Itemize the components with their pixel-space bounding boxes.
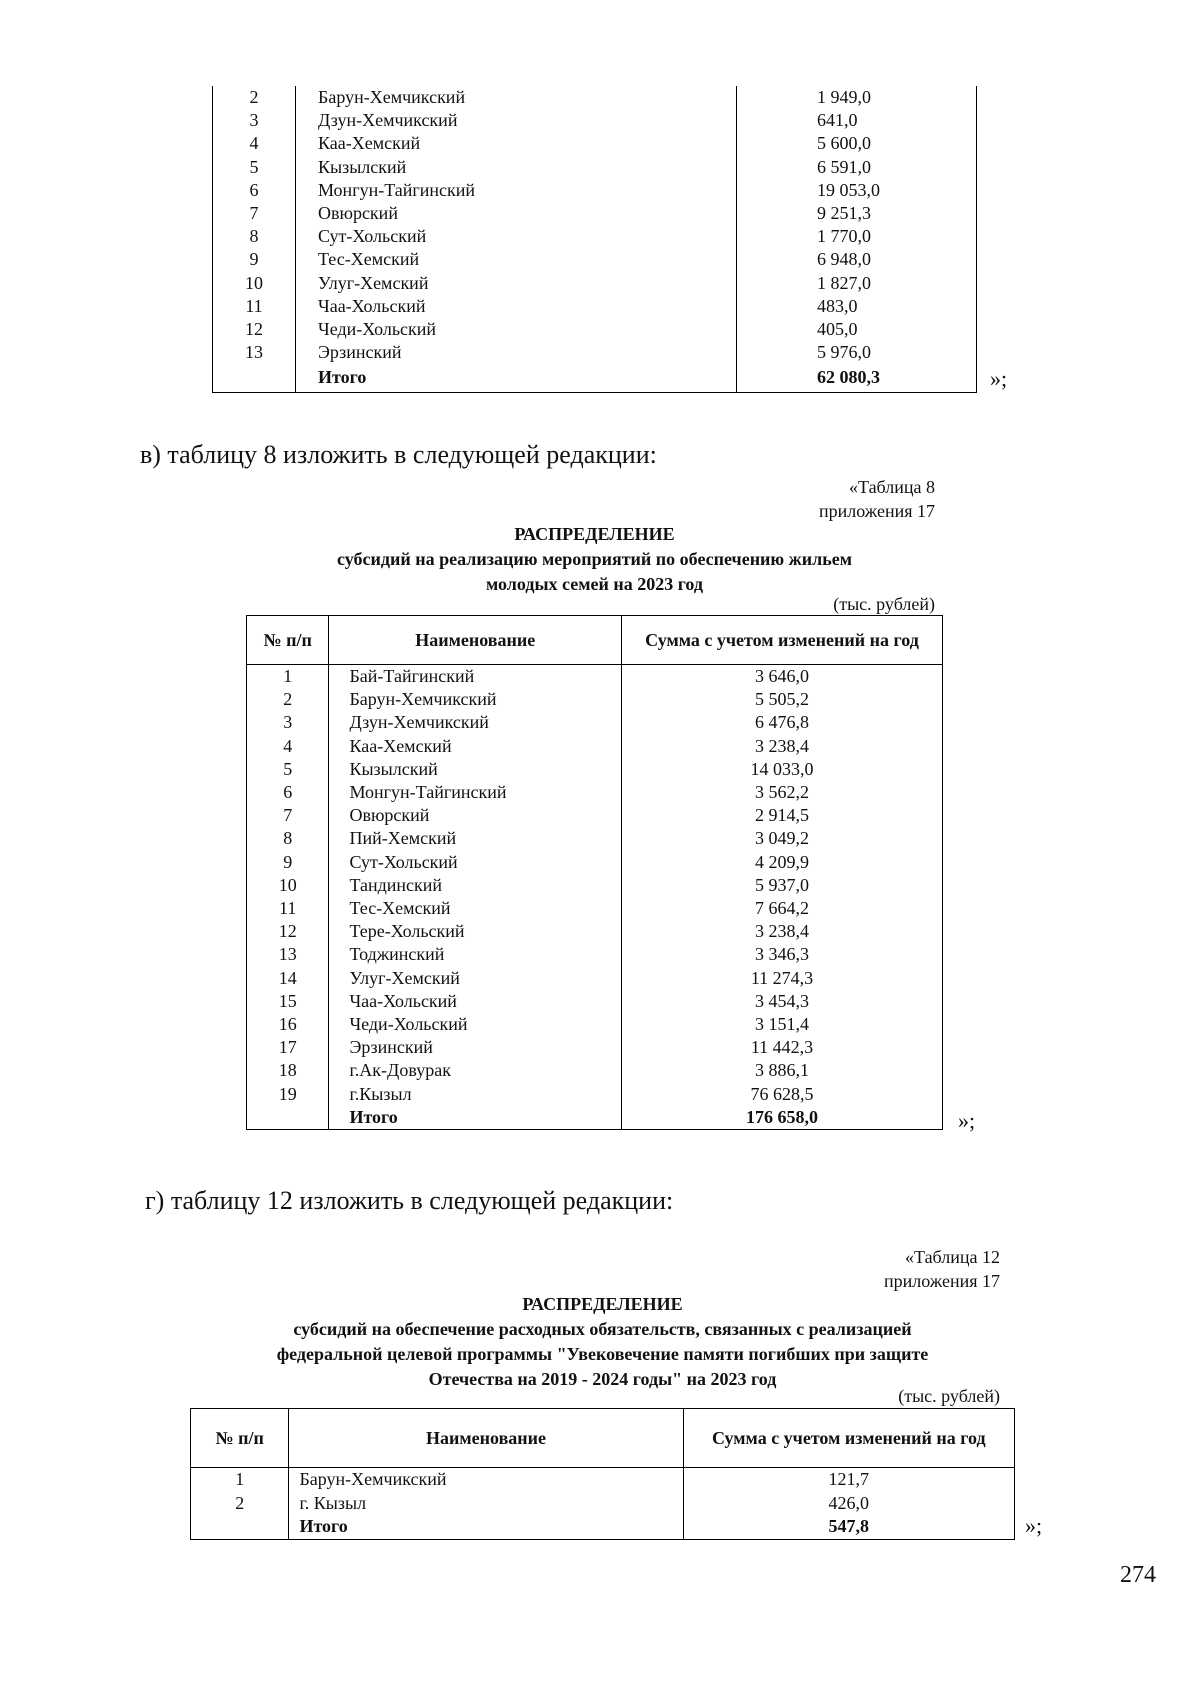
row-value: 3 238,4: [621, 920, 942, 943]
row-number: 3: [247, 711, 329, 734]
row-value: 5 505,2: [621, 688, 942, 711]
row-number: 3: [213, 109, 296, 132]
table-row: [247, 1013, 943, 1036]
table-row: [247, 990, 943, 1013]
table-row: [247, 874, 943, 897]
table-row: [247, 1083, 943, 1106]
section-c-unit: (тыс. рублей): [898, 1386, 1000, 1406]
row-name: Монгун-Тайгинский: [329, 781, 622, 804]
row-value: 3 562,2: [621, 781, 942, 804]
row-name: Барун-Хемчикский: [296, 86, 737, 109]
table-row: [213, 109, 977, 132]
row-name: г.Кызыл: [329, 1083, 622, 1106]
section-b-table-ref-line2: приложения 17: [818, 501, 935, 521]
row-value: 3 238,4: [621, 735, 942, 758]
total-label: Итого: [289, 1515, 683, 1539]
table-row: [247, 943, 943, 966]
table-row: [213, 156, 977, 179]
row-name: Сут-Хольский: [329, 851, 622, 874]
row-name: Барун-Хемчикский: [329, 688, 622, 711]
section-c-paragraph: г) таблицу 12 изложить в следующей редакции:: [145, 1186, 674, 1215]
table-row: [247, 665, 943, 689]
table-row: [247, 1059, 943, 1082]
row-value: 1 770,0: [737, 225, 977, 248]
table-row: [247, 735, 943, 758]
table-row: [213, 295, 977, 318]
table-b-header-name: Наименование: [329, 616, 622, 665]
table-row: [213, 341, 977, 364]
total-empty-cell: [213, 364, 296, 392]
row-value: 3 886,1: [621, 1059, 942, 1082]
table-row: [213, 225, 977, 248]
total-row: [191, 1515, 1015, 1539]
row-number: 10: [213, 272, 296, 295]
row-name: Овюрский: [296, 202, 737, 225]
total-label: Итого: [329, 1106, 622, 1130]
row-name: Улуг-Хемский: [329, 967, 622, 990]
row-name: Бай-Тайгинский: [329, 665, 622, 689]
row-value: 5 600,0: [737, 132, 977, 155]
total-value: 62 080,3: [737, 364, 977, 392]
table-row: [247, 897, 943, 920]
row-name: Тере-Хольский: [329, 920, 622, 943]
row-value: 19 053,0: [737, 179, 977, 202]
row-value: 14 033,0: [621, 758, 942, 781]
row-number: 11: [213, 295, 296, 318]
table-b-closer: »;: [958, 1108, 976, 1133]
table-row: [213, 272, 977, 295]
section-c-table-ref: [884, 1245, 1000, 1293]
row-name: Каа-Хемский: [296, 132, 737, 155]
row-value: 76 628,5: [621, 1083, 942, 1106]
row-number: 6: [213, 179, 296, 202]
row-name: Чаа-Хольский: [296, 295, 737, 318]
total-row: [213, 364, 977, 392]
row-number: 7: [247, 804, 329, 827]
row-number: 2: [213, 86, 296, 109]
row-value: 1 827,0: [737, 272, 977, 295]
table-row: [247, 781, 943, 804]
table-c-header-n: № п/п: [191, 1409, 289, 1468]
row-number: 10: [247, 874, 329, 897]
section-b-paragraph: в) таблицу 8 изложить в следующей редакции:: [140, 440, 657, 469]
row-number: 9: [247, 851, 329, 874]
row-value: 6 948,0: [737, 248, 977, 271]
row-value: 5 976,0: [737, 341, 977, 364]
row-value: 121,7: [683, 1468, 1014, 1492]
row-number: 11: [247, 897, 329, 920]
row-value: 3 454,3: [621, 990, 942, 1013]
row-number: 9: [213, 248, 296, 271]
table-row: [247, 1036, 943, 1059]
section-b-title: [246, 522, 943, 597]
row-number: 15: [247, 990, 329, 1013]
table-a-closer: »;: [990, 366, 1008, 391]
row-name: Сут-Хольский: [296, 225, 737, 248]
table-row: [247, 758, 943, 781]
table-c-header-name: Наименование: [289, 1409, 683, 1468]
row-value: 483,0: [737, 295, 977, 318]
row-number: 4: [247, 735, 329, 758]
table-row: [213, 318, 977, 341]
table-row: [213, 132, 977, 155]
row-number: 1: [247, 665, 329, 689]
row-number: 2: [247, 688, 329, 711]
row-name: г. Кызыл: [289, 1492, 683, 1516]
table-row: [247, 804, 943, 827]
total-empty-cell: [247, 1106, 329, 1130]
total-row: [247, 1106, 943, 1130]
row-name: Тес-Хемский: [296, 248, 737, 271]
table-row: [247, 688, 943, 711]
row-number: 5: [247, 758, 329, 781]
row-name: Чаа-Хольский: [329, 990, 622, 1013]
row-name: Кызылский: [296, 156, 737, 179]
row-value: 641,0: [737, 109, 977, 132]
row-value: 11 442,3: [621, 1036, 942, 1059]
row-number: 16: [247, 1013, 329, 1036]
row-name: Дзун-Хемчикский: [296, 109, 737, 132]
row-number: 17: [247, 1036, 329, 1059]
table-a: [212, 86, 977, 393]
section-c-table-ref-line2: приложения 17: [883, 1271, 1000, 1291]
row-number: 13: [213, 341, 296, 364]
row-number: 6: [247, 781, 329, 804]
table-c: [190, 1408, 1015, 1540]
row-name: Монгун-Тайгинский: [296, 179, 737, 202]
table-row: [247, 967, 943, 990]
table-c-closer: »;: [1025, 1513, 1043, 1538]
section-b-unit: (тыс. рублей): [833, 594, 935, 614]
row-name: г.Ак-Довурак: [329, 1059, 622, 1082]
table-row: [213, 179, 977, 202]
row-number: 5: [213, 156, 296, 179]
row-name: Каа-Хемский: [329, 735, 622, 758]
table-row: [247, 711, 943, 734]
row-name: Чеди-Хольский: [296, 318, 737, 341]
row-number: 19: [247, 1083, 329, 1106]
row-name: Тоджинский: [329, 943, 622, 966]
row-number: 8: [213, 225, 296, 248]
row-value: 1 949,0: [737, 86, 977, 109]
section-b-table-ref: [819, 475, 935, 523]
total-value: 176 658,0: [621, 1106, 942, 1130]
table-b: [246, 615, 943, 1130]
row-value: 3 346,3: [621, 943, 942, 966]
total-empty-cell: [191, 1515, 289, 1539]
row-name: Улуг-Хемский: [296, 272, 737, 295]
row-name: Пий-Хемский: [329, 827, 622, 850]
row-name: Овюрский: [329, 804, 622, 827]
table-row: [213, 248, 977, 271]
section-c-subtitle-1: субсидий на обеспечение расходных обязательств, связанных с реализацией: [293, 1319, 912, 1339]
section-b-table-ref-line1: «Таблица 8: [849, 477, 935, 497]
section-c-table-ref-line1: «Таблица 12: [905, 1247, 1000, 1267]
row-number: 13: [247, 943, 329, 966]
row-value: 11 274,3: [621, 967, 942, 990]
row-number: 1: [191, 1468, 289, 1492]
row-number: 4: [213, 132, 296, 155]
total-value: 547,8: [683, 1515, 1014, 1539]
row-number: 7: [213, 202, 296, 225]
table-row: [191, 1468, 1015, 1492]
section-c-subtitle-2: федеральной целевой программы "Увековечение памяти погибших при защите: [276, 1344, 929, 1364]
table-b-header-n: № п/п: [247, 616, 329, 665]
section-c-title: [190, 1292, 1015, 1392]
row-name: Тандинский: [329, 874, 622, 897]
row-value: 7 664,2: [621, 897, 942, 920]
row-name: Кызылский: [329, 758, 622, 781]
table-b-header-value: Сумма с учетом изменений на год: [621, 616, 942, 665]
row-value: 3 049,2: [621, 827, 942, 850]
table-row: [247, 851, 943, 874]
table-c-header-value: Сумма с учетом изменений на год: [683, 1409, 1014, 1468]
row-number: 14: [247, 967, 329, 990]
row-name: Дзун-Хемчикский: [329, 711, 622, 734]
table-row: [247, 827, 943, 850]
row-value: 9 251,3: [737, 202, 977, 225]
section-b-subtitle-1: субсидий на реализацию мероприятий по обеспечению жильем: [337, 549, 852, 569]
total-label: Итого: [296, 364, 737, 392]
page-number: 274: [1120, 1562, 1156, 1588]
table-row: [247, 920, 943, 943]
row-name: Эрзинский: [296, 341, 737, 364]
row-number: 2: [191, 1492, 289, 1516]
table-row: [191, 1492, 1015, 1516]
row-name: Тес-Хемский: [329, 897, 622, 920]
section-b-subtitle-2: молодых семей на 2023 год: [485, 574, 704, 594]
row-value: 4 209,9: [621, 851, 942, 874]
row-name: Эрзинский: [329, 1036, 622, 1059]
row-value: 3 646,0: [621, 665, 942, 689]
row-number: 12: [213, 318, 296, 341]
row-value: 6 591,0: [737, 156, 977, 179]
row-value: 405,0: [737, 318, 977, 341]
row-value: 3 151,4: [621, 1013, 942, 1036]
row-value: 2 914,5: [621, 804, 942, 827]
row-number: 18: [247, 1059, 329, 1082]
row-name: Чеди-Хольский: [329, 1013, 622, 1036]
table-row: [213, 202, 977, 225]
row-value: 5 937,0: [621, 874, 942, 897]
row-name: Барун-Хемчикский: [289, 1468, 683, 1492]
table-row: [213, 86, 977, 109]
section-b-title-main: РАСПРЕДЕЛЕНИЕ: [514, 524, 675, 544]
section-c-subtitle-3: Отечества на 2019 - 2024 годы" на 2023 год: [428, 1369, 777, 1389]
row-value: 426,0: [683, 1492, 1014, 1516]
row-value: 6 476,8: [621, 711, 942, 734]
row-number: 8: [247, 827, 329, 850]
section-c-title-main: РАСПРЕДЕЛЕНИЕ: [522, 1294, 683, 1314]
row-number: 12: [247, 920, 329, 943]
